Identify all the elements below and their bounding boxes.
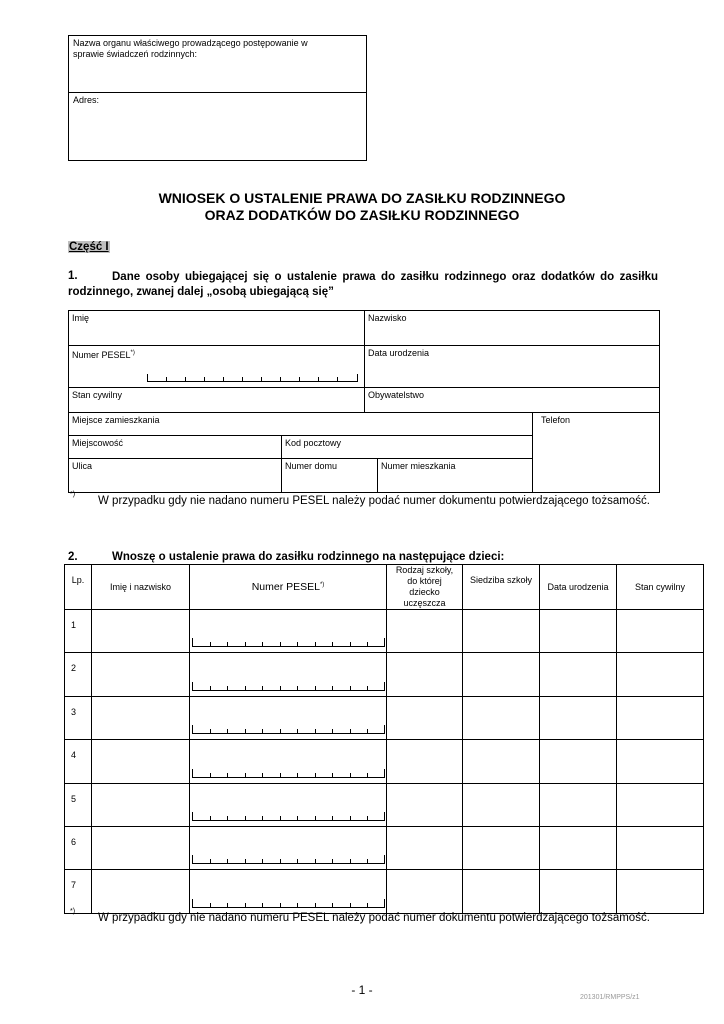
child-name-field[interactable] (91, 652, 190, 697)
child-row-lp (64, 869, 92, 914)
col-header-name (91, 564, 190, 610)
pesel-header-mark: *) (319, 582, 325, 588)
data-urodzenia-label: Data urodzenia (368, 348, 430, 358)
field-kod-pocztowy[interactable] (281, 435, 533, 459)
child-birth-date-field[interactable] (539, 826, 617, 870)
child-civil-status-field[interactable] (616, 696, 704, 740)
child-row-number: 5 (71, 794, 77, 804)
col-header-birth-date (539, 564, 617, 610)
child-row-lp (64, 739, 92, 784)
section2-number: 2. (68, 551, 78, 563)
organ-box (68, 35, 367, 161)
child-pesel-field[interactable] (189, 783, 387, 827)
child-name-field[interactable] (91, 696, 190, 740)
ulica-label: Ulica (72, 461, 93, 471)
field-numer-mieszkania[interactable] (377, 458, 533, 493)
child-school-seat-field[interactable] (462, 652, 540, 697)
child-row-number: 1 (71, 620, 77, 630)
child-row-number: 3 (71, 707, 77, 717)
child-pesel-digit-boxes[interactable] (192, 681, 386, 691)
telefon-label: Telefon (541, 415, 571, 425)
child-pesel-field[interactable] (189, 826, 387, 870)
child-civil-status-field[interactable] (616, 869, 704, 914)
pesel-header-text: Numer PESEL (251, 580, 320, 593)
pesel-label: Numer PESEL (72, 350, 131, 360)
child-row-number: 6 (71, 837, 77, 847)
child-school-seat-field[interactable] (462, 869, 540, 914)
field-obywatelstwo[interactable] (364, 387, 660, 413)
child-name-field[interactable] (91, 739, 190, 784)
child-row-number: 4 (71, 750, 77, 760)
organ-address-label: Adres: (73, 95, 100, 105)
school-type-header-text: Rodzaj szkoły, do której dziecko uczęszcza (395, 565, 454, 608)
child-pesel-field[interactable] (189, 652, 387, 697)
numer-mieszkania-label: Numer mieszkania (381, 461, 456, 471)
child-pesel-field[interactable] (189, 609, 387, 653)
child-school-type-field[interactable] (386, 696, 463, 740)
child-pesel-digit-boxes[interactable] (192, 768, 386, 778)
field-data-urodzenia[interactable] (364, 345, 660, 388)
child-school-seat-field[interactable] (462, 696, 540, 740)
child-birth-date-field[interactable] (539, 652, 617, 697)
child-name-field[interactable] (91, 869, 190, 914)
child-civil-status-field[interactable] (616, 739, 704, 784)
child-row-lp (64, 696, 92, 740)
lp-header-text: Lp. (71, 575, 85, 585)
child-row-lp (64, 652, 92, 697)
child-birth-date-field[interactable] (539, 609, 617, 653)
field-nazwisko[interactable] (364, 310, 660, 346)
footnote1-mark: *) (70, 491, 76, 498)
child-row-lp (64, 609, 92, 653)
child-pesel-digit-boxes[interactable] (192, 811, 386, 821)
child-school-seat-field[interactable] (462, 739, 540, 784)
child-row-number: 7 (71, 880, 77, 890)
field-telefon[interactable] (532, 412, 660, 493)
civil-status-header-text: Stan cywilny (634, 581, 686, 592)
imie-label: Imię (72, 313, 90, 323)
child-pesel-field[interactable] (189, 696, 387, 740)
col-header-school-type (386, 564, 463, 610)
section2-text: Wnoszę o ustalenie prawa do zasiłku rodzinnego na następujące dzieci: (112, 551, 505, 563)
child-birth-date-field[interactable] (539, 783, 617, 827)
field-imie[interactable] (68, 310, 365, 346)
child-row-lp (64, 783, 92, 827)
miejsce-zamieszkania-label: Miejsce zamieszkania (72, 415, 160, 425)
child-civil-status-field[interactable] (616, 826, 704, 870)
nazwisko-label: Nazwisko (368, 313, 407, 323)
child-civil-status-field[interactable] (616, 783, 704, 827)
birth-date-header-text: Data urodzenia (547, 581, 609, 592)
child-pesel-digit-boxes[interactable] (192, 637, 386, 647)
child-school-type-field[interactable] (386, 826, 463, 870)
field-stan-cywilny[interactable] (68, 387, 365, 413)
child-school-type-field[interactable] (386, 869, 463, 914)
child-name-field[interactable] (91, 783, 190, 827)
child-civil-status-field[interactable] (616, 652, 704, 697)
child-name-field[interactable] (91, 826, 190, 870)
child-row-lp (64, 826, 92, 870)
footnote1-text: W przypadku gdy nie nadano numeru PESEL należy podać numer dokumentu potwierdzającego tożsamość. (98, 495, 650, 507)
child-school-seat-field[interactable] (462, 826, 540, 870)
col-header-lp (64, 564, 92, 610)
child-school-seat-field[interactable] (462, 783, 540, 827)
form-title-line2: ORAZ DODATKÓW DO ZASIŁKU RODZINNEGO (204, 207, 520, 223)
child-birth-date-field[interactable] (539, 869, 617, 914)
field-numer-domu[interactable] (281, 458, 378, 493)
child-pesel-field[interactable] (189, 869, 387, 914)
child-birth-date-field[interactable] (539, 696, 617, 740)
obywatelstwo-label: Obywatelstwo (368, 390, 425, 400)
child-pesel-digit-boxes[interactable] (192, 854, 386, 864)
field-pesel[interactable] (68, 345, 365, 388)
pesel-footnote-mark: *) (130, 350, 135, 356)
col-header-school-seat (462, 564, 540, 610)
footnote2-text: W przypadku gdy nie nadano numeru PESEL należy podać numer dokumentu potwierdzającego tożsamość. (98, 912, 650, 924)
child-pesel-field[interactable] (189, 739, 387, 784)
child-school-type-field[interactable] (386, 783, 463, 827)
section1-text: Dane osoby ubiegającej się o ustalenie prawa do zasiłku rodzinnego oraz dodatków do zasiłku rodzinnego, zwanej dalej „osobą ubiegającą się” (68, 271, 658, 298)
numer-domu-label: Numer domu (285, 461, 338, 471)
child-pesel-digit-boxes[interactable] (192, 898, 386, 908)
child-school-type-field[interactable] (386, 739, 463, 784)
pesel-digit-boxes[interactable] (147, 372, 359, 382)
page-number: - 1 - (351, 983, 373, 997)
stan-cywilny-label: Stan cywilny (72, 390, 123, 400)
form-title-line1: WNIOSEK O USTALENIE PRAWA DO ZASIŁKU RODZINNEGO (158, 190, 566, 206)
child-row-number: 2 (71, 663, 77, 673)
field-miejsce-zamieszkania (68, 412, 533, 436)
col-header-civil-status (616, 564, 704, 610)
field-ulica[interactable] (68, 458, 282, 493)
col-header-pesel (189, 564, 387, 610)
school-seat-header-text: Siedziba szkoły (469, 575, 533, 585)
name-header-text: Imię i nazwisko (109, 581, 172, 592)
child-school-type-field[interactable] (386, 652, 463, 697)
organ-name-field[interactable] (69, 92, 366, 161)
child-civil-status-field[interactable] (616, 609, 704, 653)
miejscowosc-label: Miejscowość (72, 438, 124, 448)
section1-number: 1. (68, 270, 78, 282)
child-birth-date-field[interactable] (539, 739, 617, 784)
field-miejscowosc[interactable] (68, 435, 282, 459)
child-name-field[interactable] (91, 609, 190, 653)
footnote2-mark: *) (70, 908, 76, 915)
form-code: 201301/RMPPS/z1 (580, 994, 640, 1001)
child-school-type-field[interactable] (386, 609, 463, 653)
kod-pocztowy-label: Kod pocztowy (285, 438, 342, 448)
organ-name-label: Nazwa organu właściwego prowadzącego postępowanie w sprawie świadczeń rodzinnych: (73, 38, 308, 59)
child-school-seat-field[interactable] (462, 609, 540, 653)
child-pesel-digit-boxes[interactable] (192, 724, 386, 734)
part-label: Część I (69, 241, 109, 253)
